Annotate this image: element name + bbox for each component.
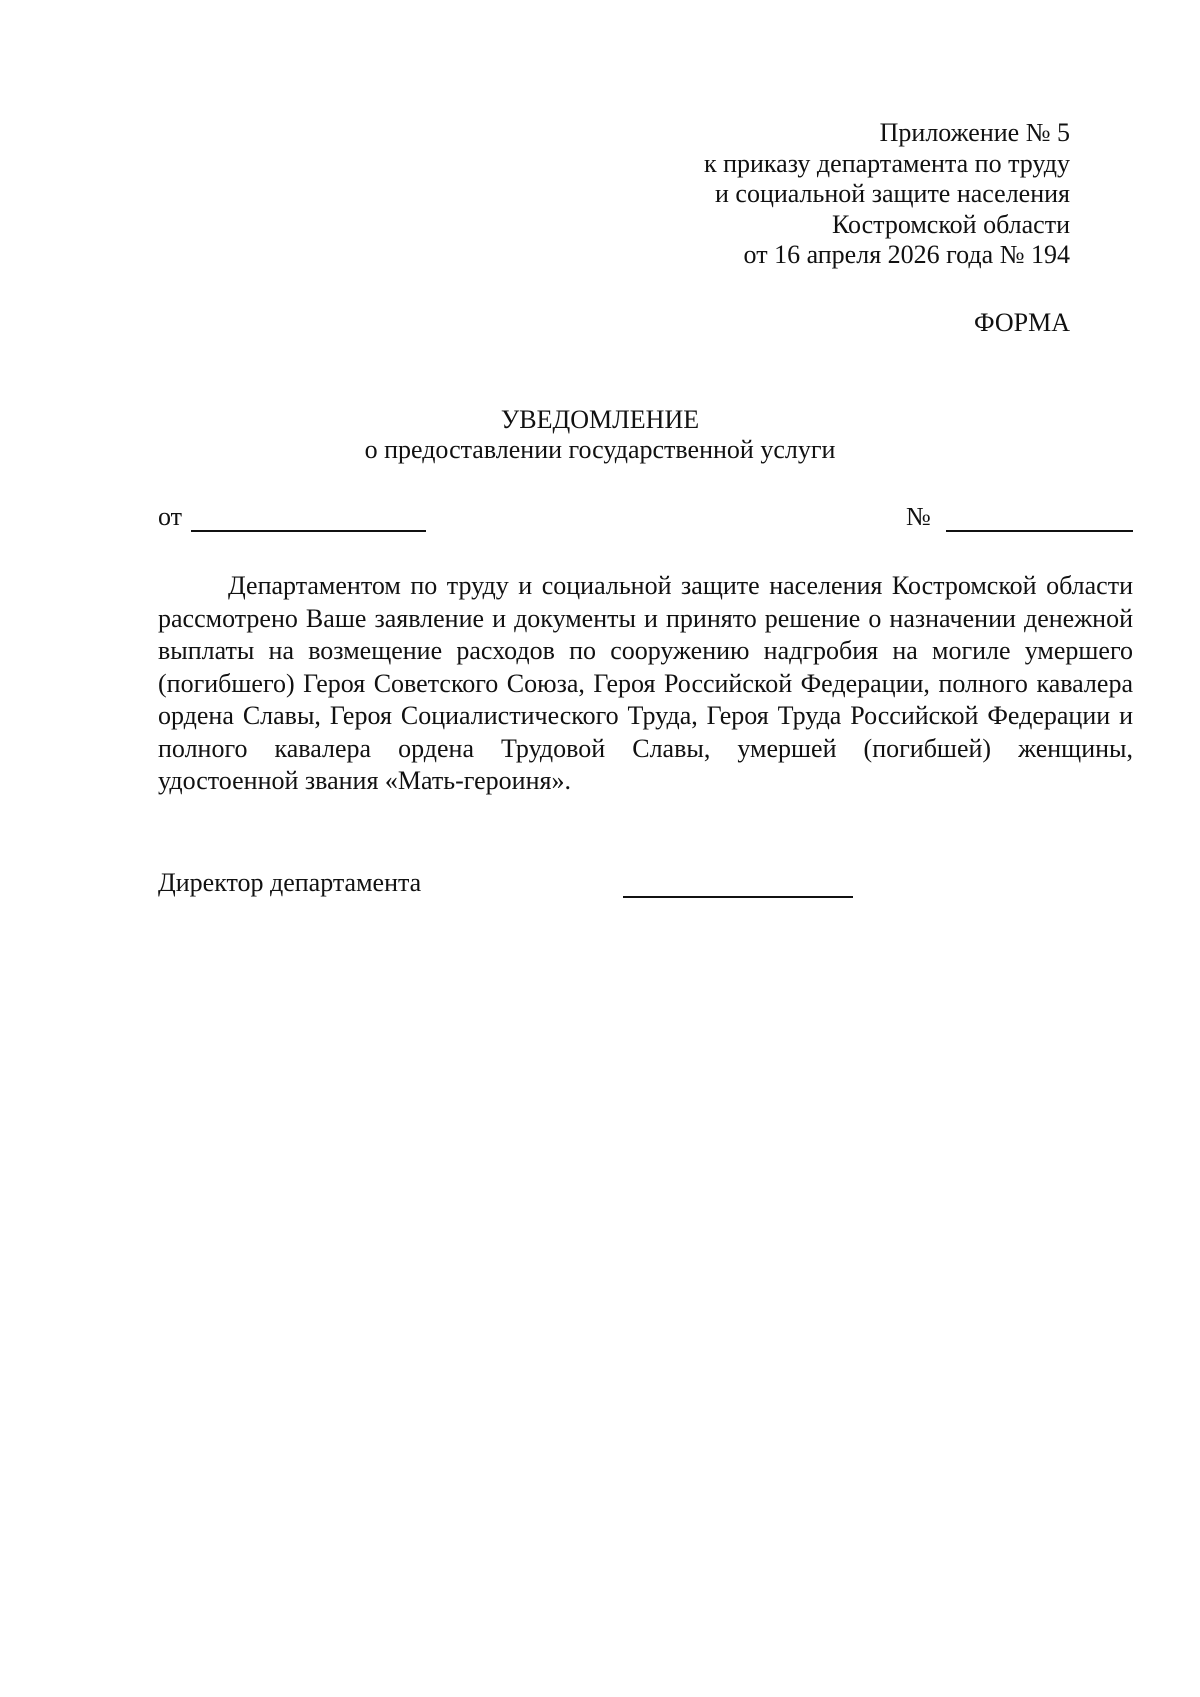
form-label: ФОРМА [974, 308, 1070, 337]
approval-block [704, 118, 1070, 271]
notification-body: Департаментом по труду и социальной защите населения Костромской области рассмотрено Ваше заявление и документы и принято решение о назначении денежной выплаты на возмещение расходов по сооружению надгробия на могиле умершего (погибшего) Героя Советского Союза, Героя Российской Федерации, полного кавалера ордена Славы, Героя Социалистического Труда, Героя Труда Российской Федерации и полного кавалера ордена Трудовой Славы, умершей (погибшей) женщины, удостоенной звания «Мать-героиня». [158, 571, 1133, 795]
document-subtitle: о предоставлении государственной услуги [364, 435, 836, 464]
title-block [0, 405, 1200, 465]
director-label: Директор департамента [158, 868, 422, 897]
approval-line-appendix: Приложение № 5 [879, 118, 1070, 147]
number-label: № [906, 502, 931, 531]
approval-line-order: к приказу департамента по труду [703, 148, 1070, 178]
signature-row [158, 868, 858, 904]
number-blank-line [946, 530, 1133, 532]
approval-line-region: Костромской области [831, 209, 1070, 239]
approval-line-date: от 16 апреля 2026 года № 194 [743, 240, 1070, 269]
date-number-row [158, 502, 1070, 538]
signature-blank-line [623, 896, 853, 898]
date-blank-line [191, 530, 426, 532]
from-label: от [158, 502, 183, 531]
approval-line-department: и социальной защите населения [714, 179, 1070, 208]
document-title: УВЕДОМЛЕНИЕ [500, 405, 700, 434]
